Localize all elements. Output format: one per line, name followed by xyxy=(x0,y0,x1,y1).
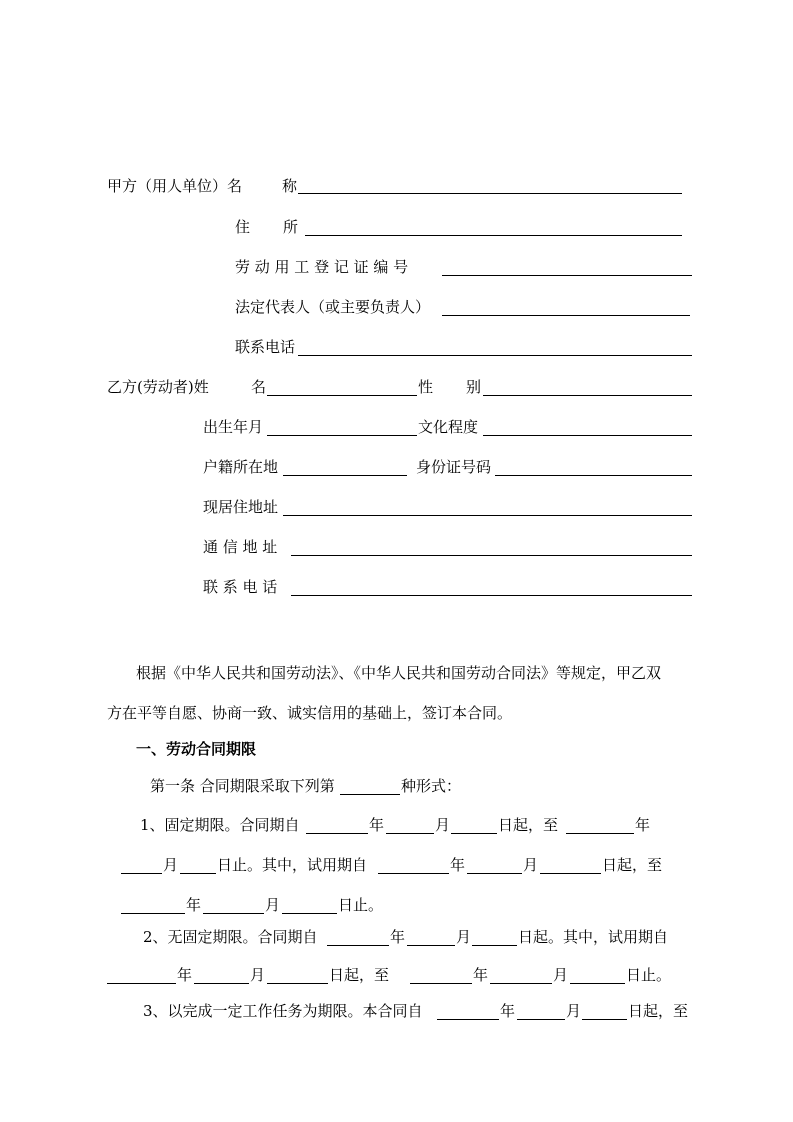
item-1-start-year-field[interactable] xyxy=(306,833,368,834)
item-1-probation-end-day-field[interactable] xyxy=(282,913,337,914)
item-1-probation-end-month-field[interactable] xyxy=(203,913,264,914)
item-1-probation-end-year-field[interactable] xyxy=(121,913,185,914)
item-1-end-day-field[interactable] xyxy=(180,873,216,874)
year-label: 年 xyxy=(369,816,385,834)
year-label: 年 xyxy=(390,928,406,946)
item-2-probation-end-day-field[interactable] xyxy=(570,983,625,984)
year-label: 年 xyxy=(177,966,193,984)
preamble-line-1: 根据《中华人民共和国劳动法》、《中华人民共和国劳动合同法》等规定，甲乙双 xyxy=(136,664,662,682)
item-1-from-until: 日起，至 xyxy=(498,816,559,834)
item-3-start-year-field[interactable] xyxy=(437,1019,499,1020)
month-label: 月 xyxy=(523,856,539,874)
party-a-legal-rep-field[interactable] xyxy=(442,315,690,316)
party-b-gender-label-1: 性 xyxy=(418,378,434,396)
party-b-phone-label: 联 系 电 话 xyxy=(203,578,278,596)
party-b-birth-field[interactable] xyxy=(267,435,417,436)
party-b-phone-field[interactable] xyxy=(291,595,692,596)
party-b-birth-label: 出生年月 xyxy=(203,418,264,436)
party-b-id-label: 身份证号码 xyxy=(416,458,492,476)
item-2-probation-end-year-field[interactable] xyxy=(410,983,472,984)
party-b-current-address-label: 现居住地址 xyxy=(203,498,279,516)
year-label: 年 xyxy=(186,896,202,914)
item-1-probation-start-day-field[interactable] xyxy=(540,873,601,874)
party-b-gender-label-2: 别 xyxy=(466,378,482,396)
party-a-address-label-1: 住 xyxy=(235,218,251,236)
month-label: 月 xyxy=(553,966,569,984)
party-b-current-address-field[interactable] xyxy=(283,515,692,516)
item-1-end: 日止。 xyxy=(338,896,384,914)
party-a-registration-field[interactable] xyxy=(442,275,692,276)
item-2-end: 日止。 xyxy=(626,966,672,984)
item-1-probation-start-month-field[interactable] xyxy=(467,873,522,874)
month-label: 月 xyxy=(265,896,281,914)
item-1-end-month-field[interactable] xyxy=(121,873,162,874)
party-b-mail-address-field[interactable] xyxy=(291,555,692,556)
article-1-choice-field[interactable] xyxy=(340,794,400,795)
article-1-prefix: 第一条 合同期限采取下列第 xyxy=(150,777,335,795)
item-2-start-day-field[interactable] xyxy=(472,945,517,946)
party-b-education-label: 文化程度 xyxy=(418,418,479,436)
item-2-from-until: 日起，至 xyxy=(329,966,390,984)
item-2-probation-start-day-field[interactable] xyxy=(267,983,328,984)
party-a-name-label: 甲方（用人单位）名 xyxy=(107,177,243,195)
year-label: 年 xyxy=(450,856,466,874)
item-1-start-day-field[interactable] xyxy=(451,833,497,834)
party-a-legal-rep-label: 法定代表人（或主要负责人） xyxy=(235,298,431,316)
month-label: 月 xyxy=(566,1002,582,1020)
item-2-start-year-field[interactable] xyxy=(327,945,389,946)
month-label: 月 xyxy=(435,816,451,834)
item-1-prefix: 1、固定期限。合同期自 xyxy=(140,816,300,834)
party-a-name-field[interactable] xyxy=(298,193,682,194)
item-1-probation-start-year-field[interactable] xyxy=(378,873,449,874)
section-1-title: 一、劳动合同期限 xyxy=(136,740,257,758)
year-label: 年 xyxy=(500,1002,516,1020)
item-2-probation-end-month-field[interactable] xyxy=(490,983,552,984)
preamble-line-2: 方在平等自愿、协商一致、诚实信用的基础上，签订本合同。 xyxy=(107,704,513,722)
item-3-start-day-field[interactable] xyxy=(582,1019,627,1020)
party-b-hukou-field[interactable] xyxy=(283,475,407,476)
year-label: 年 xyxy=(635,816,651,834)
month-label: 月 xyxy=(163,856,179,874)
party-b-name-field[interactable] xyxy=(267,395,417,396)
party-a-address-field[interactable] xyxy=(305,235,682,236)
party-b-name-label: 乙方(劳动者)姓 xyxy=(107,378,209,396)
year-label: 年 xyxy=(473,966,489,984)
party-b-gender-field[interactable] xyxy=(483,395,692,396)
party-a-phone-field[interactable] xyxy=(298,355,692,356)
item-3-prefix: 3、以完成一定工作任务为期限。本合同自 xyxy=(143,1002,423,1020)
item-2-start-month-field[interactable] xyxy=(407,945,455,946)
party-b-name-label-suffix: 名 xyxy=(251,378,267,396)
item-1-probation-from-until: 日起，至 xyxy=(602,856,663,874)
party-a-name-label-suffix: 称 xyxy=(282,177,298,195)
item-1-start-month-field[interactable] xyxy=(386,833,434,834)
party-a-registration-label: 劳 动 用 工 登 记 证 编 号 xyxy=(235,258,409,276)
month-label: 月 xyxy=(250,966,266,984)
item-2-probation-start-year-field[interactable] xyxy=(107,983,176,984)
party-b-mail-address-label: 通 信 地 址 xyxy=(203,538,278,556)
month-label: 月 xyxy=(456,928,472,946)
article-1-suffix: 种形式： xyxy=(401,777,462,795)
item-3-start-month-field[interactable] xyxy=(517,1019,565,1020)
item-2-probation-start-month-field[interactable] xyxy=(194,983,249,984)
item-2-during-probation: 日起。其中，试用期自 xyxy=(518,928,669,946)
party-a-address-label-2: 所 xyxy=(283,218,299,236)
item-2-prefix: 2、无固定期限。合同期自 xyxy=(143,928,318,946)
party-b-hukou-label: 户籍所在地 xyxy=(203,458,279,476)
party-b-id-field[interactable] xyxy=(495,475,692,476)
item-1-end-year-field[interactable] xyxy=(566,833,634,834)
party-a-phone-label: 联系电话 xyxy=(235,338,296,356)
item-1-end-mid: 日止。其中，试用期自 xyxy=(217,856,368,874)
item-3-from-until: 日起，至 xyxy=(628,1002,689,1020)
party-b-education-field[interactable] xyxy=(483,435,692,436)
